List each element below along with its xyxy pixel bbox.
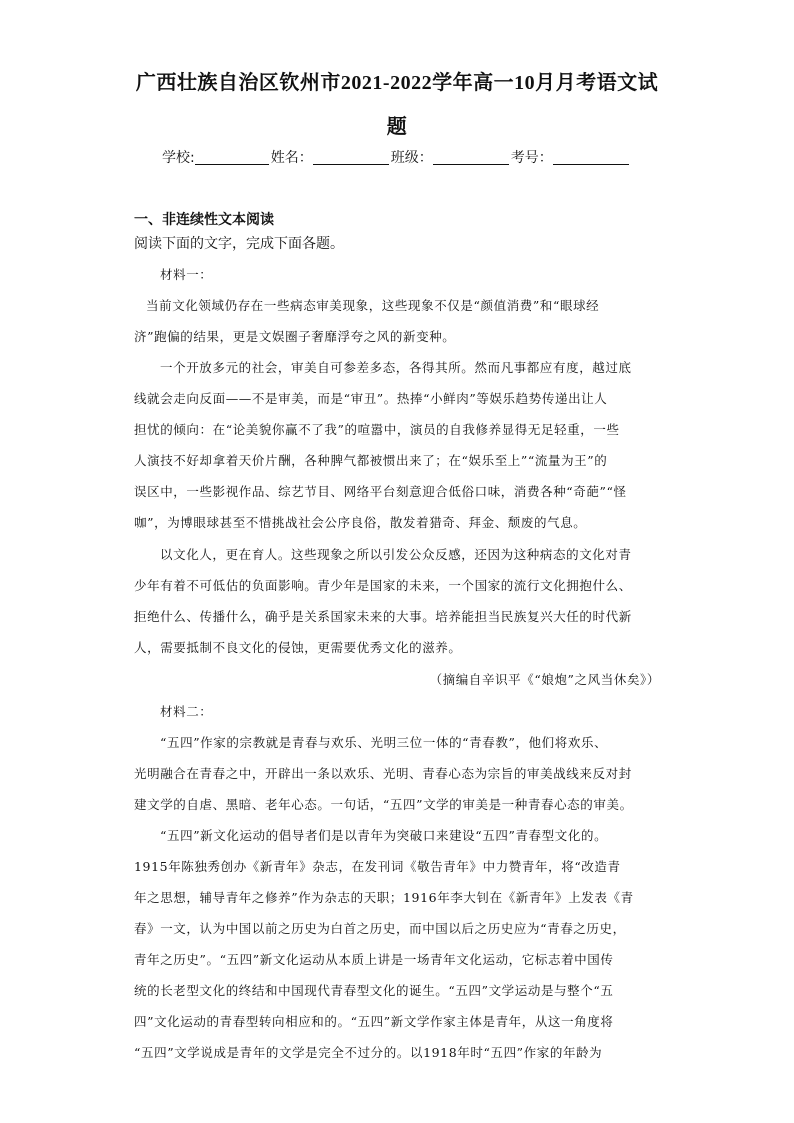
text-line: 线就会走向反面——不是审美，而是“审丑”。热捧“小鲜肉”等娱乐趋势传递出让人 bbox=[134, 391, 608, 406]
text-line: 年之思想，辅导青年之修养”作为杂志的天职；1916年李大钊在《新青年》上发表《青 bbox=[134, 890, 634, 905]
text-line: 咖”，为博眼球甚至不惜挑战社会公序良俗，散发着猎奇、拜金、颓废的气息。 bbox=[134, 515, 587, 530]
material-2-label: 材料二： bbox=[160, 704, 213, 719]
text-line: 四”文化运动的青春型转向相应和的。“五四”新文学作家主体是青年，从这一角度将 bbox=[134, 1014, 614, 1029]
text-line: 以文化人，更在育人。这些现象之所以引发公众反感，还因为这种病态的文化对青 bbox=[160, 547, 632, 562]
exam-no-blank bbox=[553, 150, 629, 165]
text-line: “五四”新文化运动的倡导者们是以青年为突破口来建设“五四”青春型文化的。 bbox=[160, 828, 608, 843]
school-blank bbox=[195, 150, 269, 165]
text-line: 统的长老型文化的终结和中国现代青春型文化的诞生。“五四”文学运动是与整个“五 bbox=[134, 983, 614, 998]
school-label: 学校: bbox=[162, 150, 195, 166]
text-line: 当前文化领域仍存在一些病态审美现象，这些现象不仅是“颜值消费”和“眼球经 bbox=[146, 298, 600, 313]
class-label: 班级： bbox=[390, 150, 433, 166]
text-line: 一个开放多元的社会，审美自可参差多态，各得其所。然而凡事都应有度，越过底 bbox=[160, 360, 632, 375]
text-line: 担忧的倾向：在“论美貌你赢不了我”的喧嚣中，演员的自我修养显得无足轻重，一些 bbox=[134, 422, 620, 437]
document-title-line-1: 广西壮族自治区钦州市2021-2022学年高一10月月考语文试 bbox=[135, 72, 659, 94]
source-citation: （摘编自辛识平《“娘炮”之风当休矣》） bbox=[429, 672, 660, 687]
text-line: 青年之历史”。“五四”新文化运动从本质上讲是一场青年文化运动，它标志着中国传 bbox=[134, 952, 614, 967]
text-line: 拒绝什么、传播什么，确乎是关系国家未来的大事。培养能担当民族复兴大任的时代新 bbox=[134, 609, 632, 624]
text-line: 济”跑偏的结果，更是文娱圈子奢靡浮夸之风的新变种。 bbox=[134, 329, 456, 344]
text-line: “五四”作家的宗教就是青春与欢乐、光明三位一体的“青春教”，他们将欢乐、 bbox=[160, 735, 608, 750]
text-line: 1915年陈独秀创办《新青年》杂志，在发刊词《敬告青年》中力赞青年，将“改造青 bbox=[134, 859, 621, 874]
text-line: 误区中，一些影视作品、综艺节目、网络平台刻意迎合低俗口味，消费各种“奇葩”“怪 bbox=[134, 484, 627, 499]
document-title-line-2: 题 bbox=[386, 116, 408, 138]
class-blank bbox=[433, 150, 509, 165]
exam-no-label: 考号： bbox=[510, 150, 553, 166]
text-line: 人演技不好却拿着天价片酬，各种脾气都被惯出来了；在“娱乐至上”“流量为王”的 bbox=[134, 453, 608, 468]
text-line: “五四”文学说成是青年的文学是完全不过分的。以1918年时“五四”作家的年龄为 bbox=[134, 1045, 603, 1060]
text-line: 少年有着不可低估的负面影响。青少年是国家的未来，一个国家的流行文化拥抱什么、 bbox=[134, 578, 632, 593]
name-label: 姓名： bbox=[270, 150, 313, 166]
material-1-label: 材料一： bbox=[160, 267, 213, 282]
text-line: 建文学的自虐、黑暗、老年心态。一句话，“五四”文学的审美是一种青春心态的审美。 bbox=[134, 797, 633, 812]
text-line: 人，需要抵制不良文化的侵蚀，更需要优秀文化的滋养。 bbox=[134, 640, 462, 655]
text-line: 春》一文，认为中国以前之历史为白首之历史，而中国以后之历史应为“青春之历史， bbox=[134, 921, 626, 936]
section-heading: 一、非连续性文本阅读 bbox=[134, 212, 274, 228]
name-blank bbox=[313, 150, 389, 165]
student-info-row bbox=[162, 147, 631, 167]
text-line: 光明融合在青春之中，开辟出一条以欢乐、光明、青春心态为宗旨的审美战线来反对封 bbox=[134, 766, 632, 781]
section-instruction: 阅读下面的文字，完成下面各题。 bbox=[134, 236, 344, 252]
